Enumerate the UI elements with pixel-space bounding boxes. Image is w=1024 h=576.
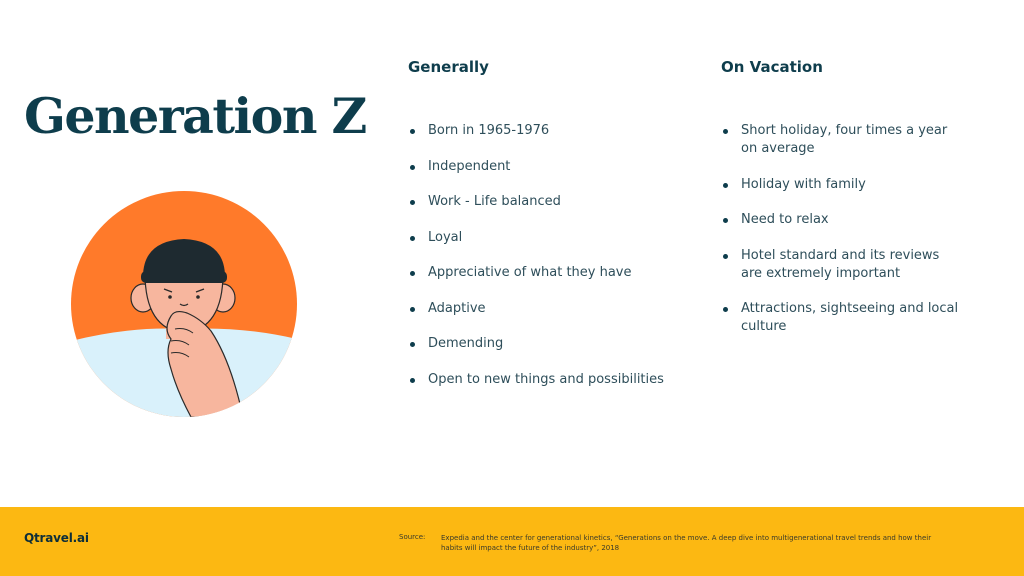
vacation-heading: On Vacation bbox=[721, 58, 823, 76]
list-item: Appreciative of what they have bbox=[408, 264, 664, 282]
source-text: Expedia and the center for generational kinetics, “Generations on the move. A deep dive into multigenerational travel trends and how their habits will impact the future of the industry”, 2018 bbox=[441, 534, 932, 552]
generally-list bbox=[408, 122, 664, 406]
list-item: Demending bbox=[408, 335, 664, 353]
list-item: Work - Life balanced bbox=[408, 193, 664, 211]
list-item: Short holiday, four times a year on average bbox=[721, 122, 961, 158]
list-item: Independent bbox=[408, 158, 664, 176]
list-item: Holiday with family bbox=[721, 176, 961, 194]
vacation-list bbox=[721, 122, 961, 354]
qtravel-logo: Qtravel.ai bbox=[24, 531, 89, 545]
vacation-column bbox=[721, 56, 961, 334]
list-item: Adaptive bbox=[408, 300, 664, 318]
person-illustration bbox=[71, 191, 297, 417]
generally-heading: Generally bbox=[408, 58, 489, 76]
list-item: Born in 1965-1976 bbox=[408, 122, 664, 140]
list-item: Loyal bbox=[408, 229, 664, 247]
footer-bar bbox=[0, 507, 1024, 576]
list-item: Need to relax bbox=[721, 211, 961, 229]
list-item: Attractions, sightseeing and local culture bbox=[721, 300, 961, 336]
page-title: Generation Z bbox=[24, 87, 366, 145]
generally-column bbox=[408, 56, 698, 387]
source-label: Source: bbox=[399, 533, 426, 541]
list-item: Open to new things and possibilities bbox=[408, 371, 664, 389]
list-item: Hotel standard and its reviews are extremely important bbox=[721, 247, 961, 283]
